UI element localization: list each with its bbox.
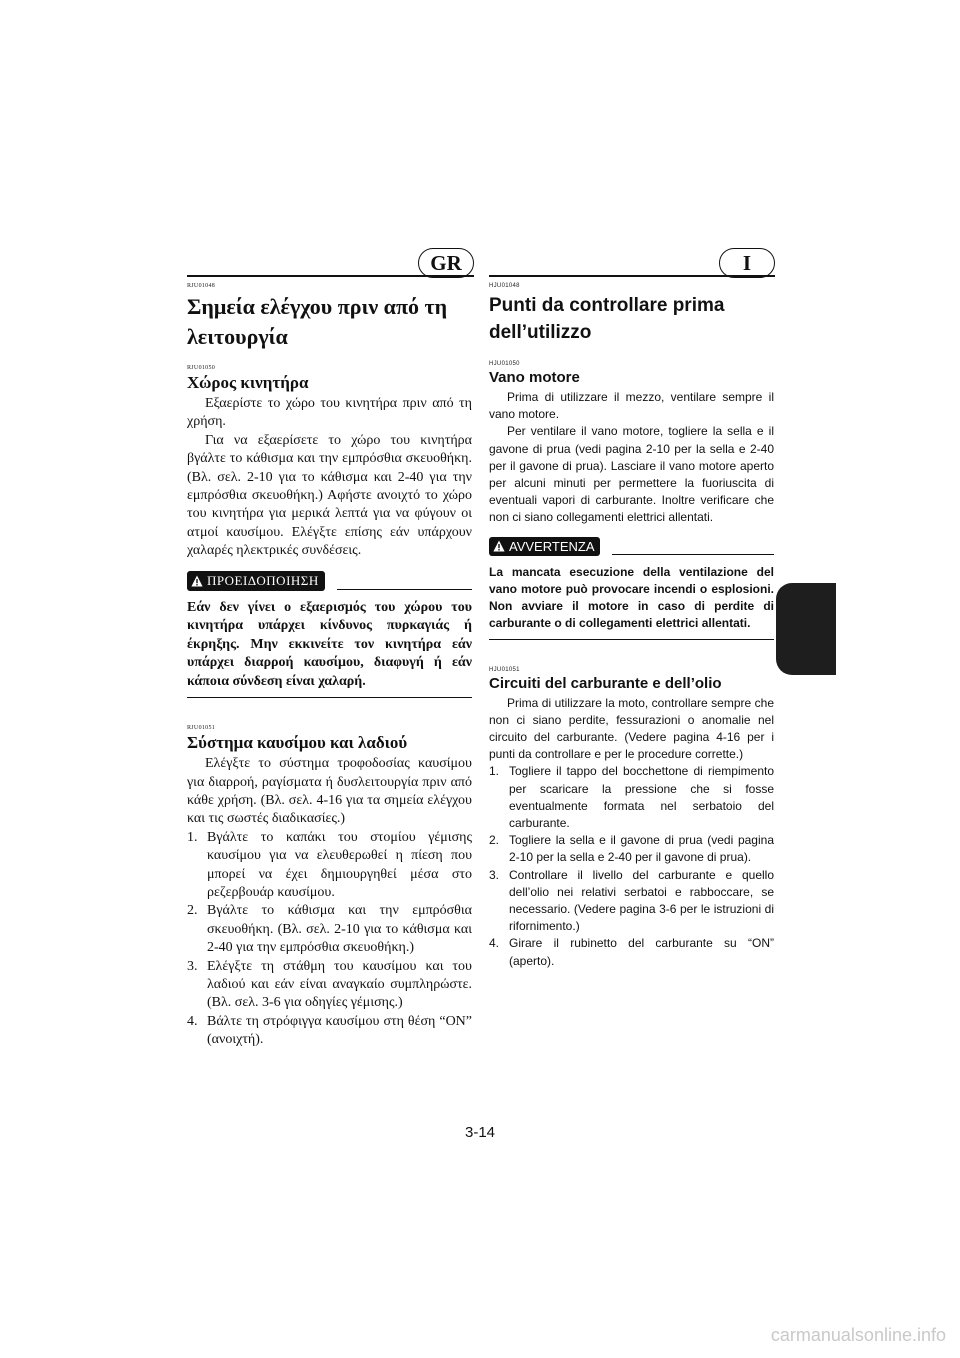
- fuel-heading: Circuiti del carburante e dell’olio: [489, 674, 722, 692]
- engine-paragraph-1: Εξαερίστε το χώρο του κινητήρα πριν από τη χρήση.: [187, 396, 472, 430]
- engine-heading: Vano motore: [489, 369, 580, 386]
- italian-column: [489, 282, 774, 970]
- section-code: HJU01048: [489, 283, 520, 289]
- warning-text: Εάν δεν γίνει ο εξαερισμός του χώρου του κινητήρα υπάρχει κίνδυνος πυρκαγιάς ή έκρηξης. Μην εκκινείτε τον κινητήρα εάν υπάρχει διαρροή καυσίμου, διαφυγή ή εάν κάποια σύνδεση είναι χαλαρή.: [187, 599, 472, 698]
- greek-column: [187, 282, 472, 1050]
- list-item: 1. Βγάλτε το καπάκι του στομίου γέμισης καυσίμου για να ελευθερωθεί η πίεση που μπορεί να έχει δημιουργηθεί μέσα στο ρεζερβουάρ καυσίμου.: [187, 829, 472, 900]
- page-title: Σημεία ελέγχου πριν από τη λειτουργία: [187, 294, 448, 349]
- warning-header: [187, 571, 472, 591]
- engine-paragraph-2: Per ventilare il vano motore, togliere la sella e il gavone di prua (vedi pagina 2-10 per la sella e 2-40 per il gavone di prua). Lasciare il vano motore aperto per alcuni minuti per permettere la fuoriuscita di eventuali vapori di carburante. Inoltre verificare che non ci siano collegamenti elettrici allentati.: [489, 424, 774, 525]
- engine-paragraph-2: Για να εξαερίσετε το χώρο του κινητήρα βγάλτε το κάθισμα και την εμπρόσθια σκευοθήκη. (Βλ. σελ. 2-10 για το κάθισμα και 2-40 για την εμπρόσθια σκευοθήκη.) Αφήστε ανοιχτό το χώρο του κινητήρα για μερικά λεπτά για να φύγουν οι ατμοί καυσίμου. Ελέγξτε επίσης εάν υπάρχουν χαλαρές ηλεκτρικές συνδέσεις.: [187, 432, 472, 559]
- warning-label-box: [489, 537, 600, 556]
- warning-rule: [612, 554, 774, 555]
- chapter-thumb-tab: [776, 583, 836, 675]
- page-number: 3-14: [464, 1124, 496, 1141]
- header-rule-right: [489, 275, 775, 277]
- engine-heading: Χώρος κινητήρα: [187, 373, 309, 392]
- section-code: RJU01050: [187, 365, 216, 371]
- list-item: 3. Controllare il livello del carburante e quello dell’olio nei relativi serbatoi e rabboccare, se necessario. (Vedere pagina 3-6 per le istruzioni di rifornimento.): [489, 867, 774, 934]
- warning-label: ΠΡΟΕΙΔΟΠΟΙΗΣΗ: [207, 572, 319, 588]
- watermark-text: carmanualsonline.info: [770, 1325, 946, 1345]
- fuel-steps-list: [187, 829, 472, 1050]
- language-badge-it: I: [719, 248, 775, 278]
- language-badge-gr: GR: [418, 248, 474, 278]
- engine-paragraph-1: Prima di utilizzare il mezzo, ventilare sempre il vano motore.: [489, 390, 774, 422]
- warning-text: La mancata esecuzione della ventilazione del vano motore può provocare incendi o esplosioni. Non avviare il motore in caso di perdite di carburante o di collegamenti elettrici allentati.: [489, 564, 774, 640]
- fuel-steps-list: [489, 763, 774, 969]
- section-code: RJU01051: [187, 725, 216, 732]
- fuel-paragraph: Ελέγξτε το σύστημα τροφοδοσίας καυσίμου για διαρροή, ραγίσματα ή δυσλειτουργία πριν από κάθε χρήση. (Βλ. σελ. 4-16 για τα σημεία ελέγχου και τις σωστές διαδικασίες.): [187, 756, 472, 827]
- list-item: 3. Ελέγξτε τη στάθμη του καυσίμου και του λαδιού και εάν είναι αναγκαίο συμπληρώστε. (Βλ. σελ. 3-6 για οδηγίες γέμισης.): [187, 958, 472, 1011]
- fuel-heading: Σύστημα καυσίμου και λαδιού: [187, 733, 408, 753]
- warning-header: [489, 537, 774, 556]
- header-rule-left: [187, 275, 474, 277]
- section-code: HJU01050: [489, 361, 520, 367]
- warning-triangle-icon: [191, 575, 203, 587]
- list-item: 4. Βάλτε τη στρόφιγγα καυσίμου στη θέση “ON” (ανοιχτή).: [187, 1013, 472, 1048]
- warning-triangle-icon: [493, 540, 505, 552]
- list-item: 4. Girare il rubinetto del carburante su “ON” (aperto).: [489, 936, 774, 968]
- fuel-paragraph: Prima di utilizzare la moto, controllare sempre che non ci siano perdite, fessurazioni o anomalie nel circuito del carburante. (Vedere pagina 4-16 per i punti da controllare e per le procedure corrette.): [489, 695, 774, 762]
- list-item: 2. Βγάλτε το κάθισμα και την εμπρόσθια σκευοθήκη. (Βλ. σελ. 2-10 για το κάθισμα και 2-40 για την εμπρόσθια σκευοθήκη.): [187, 903, 472, 956]
- section-code: HJU01051: [489, 666, 520, 673]
- list-item: 1. Togliere il tappo del bocchettone di riempimento per scaricare la pressione che si fosse eventualmente formata nel serbatoio del carburante.: [489, 764, 774, 831]
- page-title: Punti da controllare prima dell’utilizzo: [489, 295, 725, 343]
- warning-label: AVVERTENZA: [509, 538, 595, 554]
- warning-label-box: [187, 571, 325, 591]
- warning-rule: [337, 589, 472, 590]
- list-item: 2. Togliere la sella e il gavone di prua (vedi pagina 2-10 per la sella e 2-40 per il gavone di prua).: [489, 833, 774, 865]
- section-code: RJU01048: [187, 283, 216, 289]
